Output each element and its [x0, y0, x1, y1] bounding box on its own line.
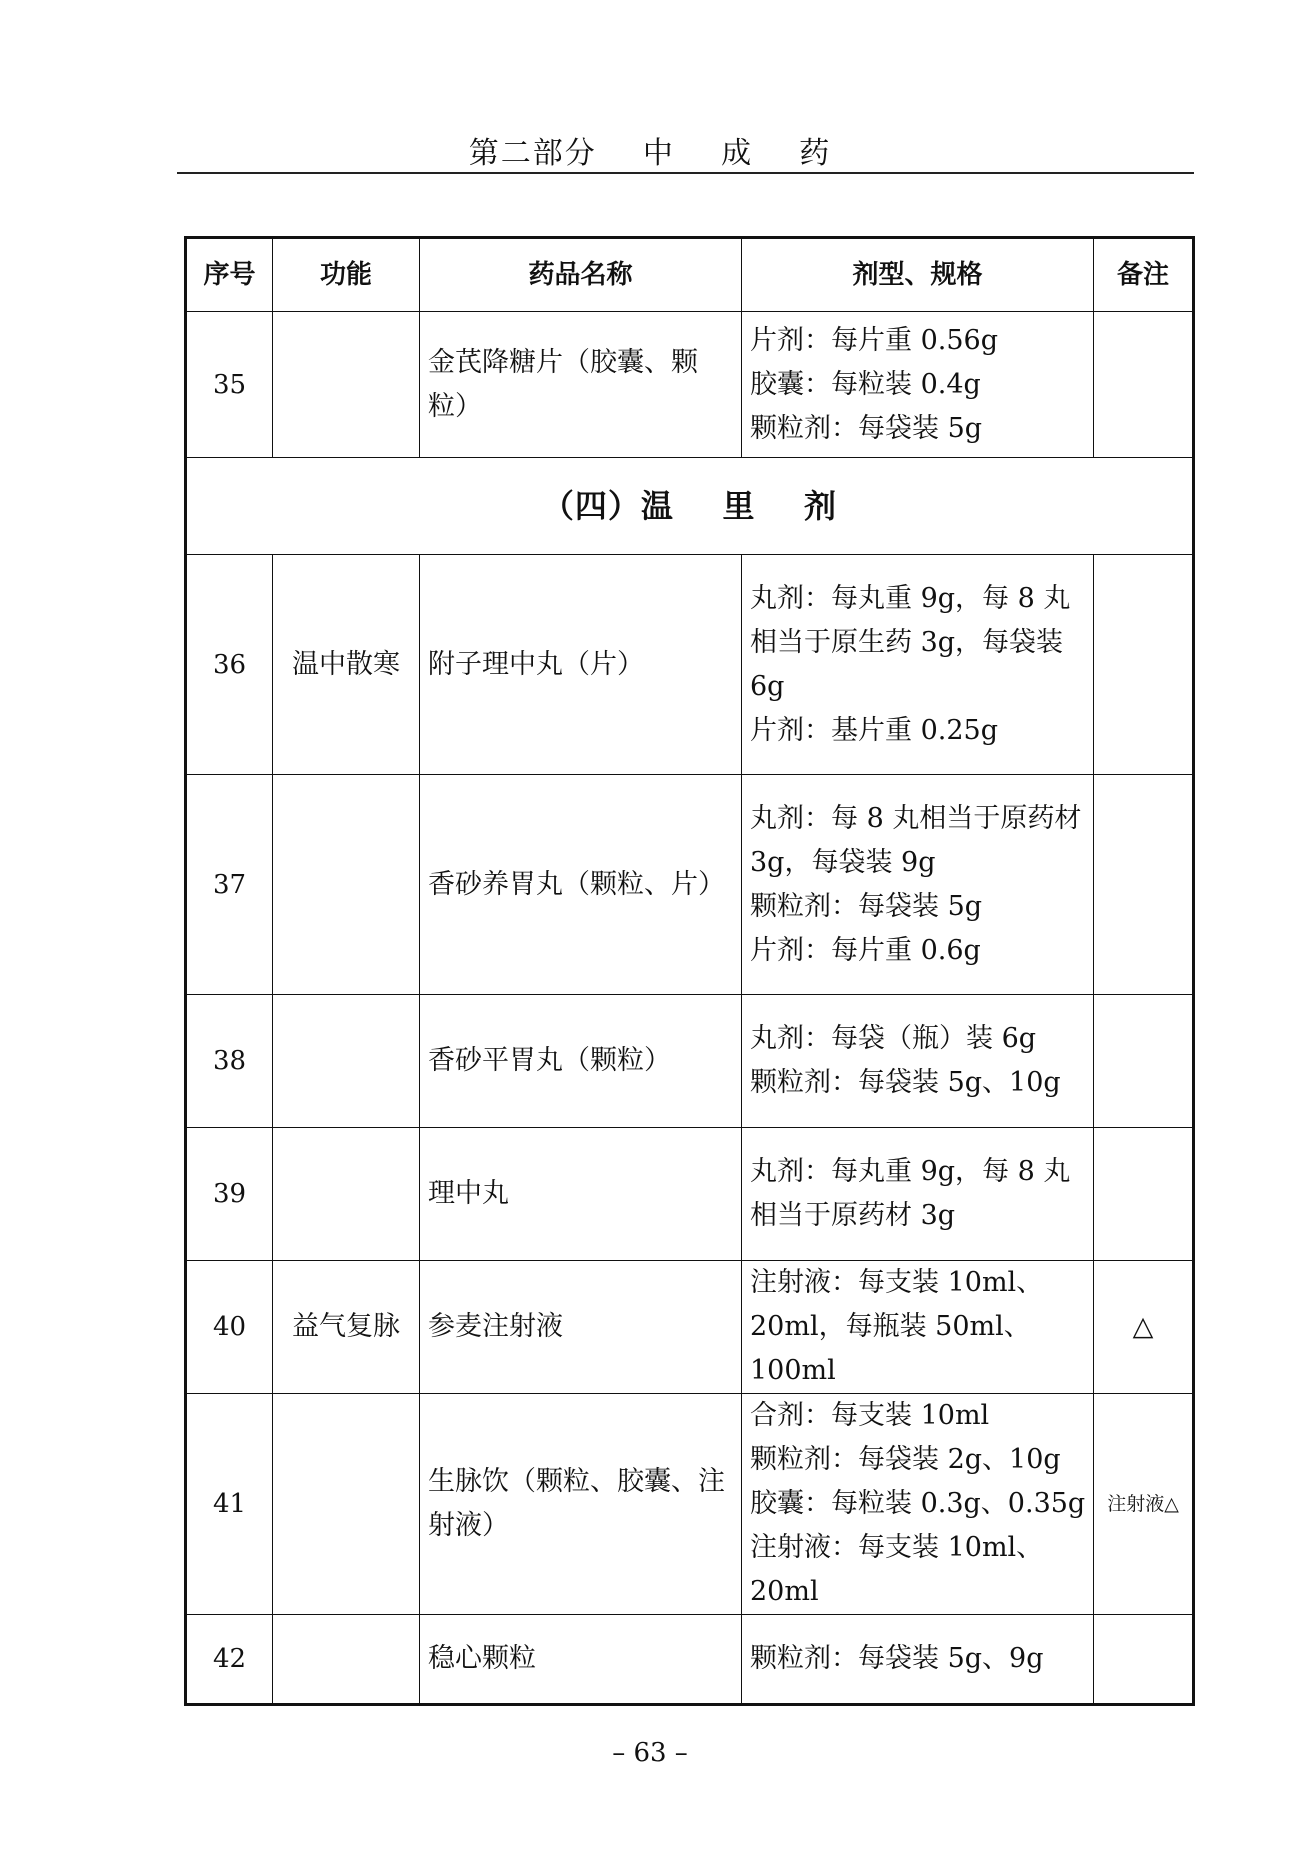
spec-line: 胶囊：每粒装 0.3g、0.35g — [750, 1488, 1086, 1519]
column-header-name: 药品名称 — [420, 238, 742, 312]
row-note: △ — [1094, 1261, 1194, 1394]
table-row — [186, 1615, 1194, 1705]
section-row — [186, 458, 1194, 555]
column-header-no: 序号 — [186, 238, 273, 312]
row-drug-name: 附子理中丸（片） — [420, 555, 742, 775]
table-row — [186, 775, 1194, 995]
row-drug-name: 生脉饮（颗粒、胶囊、注射液） — [420, 1394, 742, 1615]
column-header-function: 功能 — [273, 238, 420, 312]
row-no: 41 — [186, 1394, 273, 1615]
row-function — [273, 995, 420, 1128]
row-no: 42 — [186, 1615, 273, 1705]
row-note — [1094, 775, 1194, 995]
row-function — [273, 1615, 420, 1705]
spec-line: 丸剂：每丸重 9g，每 8 丸相当于原生药 3g，每袋装 6g — [750, 582, 1071, 702]
table-row — [186, 312, 1194, 458]
row-drug-name: 香砂平胃丸（颗粒） — [420, 995, 742, 1128]
row-note: 注射液△ — [1094, 1394, 1194, 1615]
row-note — [1094, 555, 1194, 775]
row-note — [1094, 995, 1194, 1128]
row-note — [1094, 1615, 1194, 1705]
row-spec — [742, 1261, 1094, 1394]
spec-line: 片剂：基片重 0.25g — [750, 714, 998, 746]
row-spec — [742, 1615, 1094, 1705]
table-row — [186, 995, 1194, 1128]
row-no: 38 — [186, 995, 273, 1128]
spec-line: 丸剂：每丸重 9g，每 8 丸相当于原药材 3g — [750, 1156, 1071, 1231]
row-drug-name: 稳心颗粒 — [420, 1615, 742, 1705]
spec-line: 颗粒剂：每袋装 2g、10g — [750, 1444, 1061, 1475]
spec-line: 丸剂：每袋（瓶）装 6g — [750, 1023, 1037, 1054]
table-row — [186, 555, 1194, 775]
row-no: 39 — [186, 1128, 273, 1261]
row-spec — [742, 1394, 1094, 1615]
row-function — [273, 775, 420, 995]
spec-line: 颗粒剂：每袋装 5g、9g — [750, 1643, 1044, 1674]
row-no: 37 — [186, 775, 273, 995]
table-row — [186, 1394, 1194, 1615]
table-header-row — [186, 238, 1194, 312]
spec-line: 注射液：每支装 10ml、20ml，每瓶装 50ml、100ml — [750, 1267, 1044, 1386]
drug-table — [184, 236, 1195, 1706]
row-function: 温中散寒 — [273, 555, 420, 775]
row-note — [1094, 312, 1194, 458]
row-drug-name: 参麦注射液 — [420, 1261, 742, 1394]
row-spec — [742, 995, 1094, 1128]
row-spec — [742, 775, 1094, 995]
spec-line: 合剂：每支装 10ml — [750, 1400, 990, 1431]
row-note — [1094, 1128, 1194, 1261]
row-spec — [742, 312, 1094, 458]
row-function — [273, 312, 420, 458]
section-title: （四）温 里 剂 — [186, 458, 1194, 555]
column-header-spec: 剂型、规格 — [742, 238, 1094, 312]
row-spec — [742, 1128, 1094, 1261]
spec-line: 丸剂：每 8 丸相当于原药材 3g，每袋装 9g — [750, 802, 1082, 878]
row-no: 35 — [186, 312, 273, 458]
spec-line: 颗粒剂：每袋装 5g、10g — [750, 1067, 1061, 1098]
row-function — [273, 1394, 420, 1615]
row-drug-name: 香砂养胃丸（颗粒、片） — [420, 775, 742, 995]
table-row — [186, 1128, 1194, 1261]
row-no: 40 — [186, 1261, 273, 1394]
row-spec — [742, 555, 1094, 775]
page-number: – 63 – — [612, 1738, 688, 1768]
row-function: 益气复脉 — [273, 1261, 420, 1394]
spec-line: 片剂：每片重 0.6g — [750, 934, 981, 966]
spec-line: 注射液：每支装 10ml、20ml — [750, 1532, 1044, 1607]
table-row — [186, 1261, 1194, 1394]
spec-line: 颗粒剂：每袋装 5g — [750, 890, 983, 922]
spec-line: 片剂：每片重 0.56g — [750, 324, 998, 356]
page-header-title: 第二部分 中 成 药 — [468, 136, 832, 171]
row-no: 36 — [186, 555, 273, 775]
row-drug-name: 理中丸 — [420, 1128, 742, 1261]
row-function — [273, 1128, 420, 1261]
column-header-note: 备注 — [1094, 238, 1194, 312]
row-drug-name: 金芪降糖片（胶囊、颗粒） — [420, 312, 742, 458]
spec-line: 胶囊：每粒装 0.4g — [750, 368, 981, 400]
spec-line: 颗粒剂：每袋装 5g — [750, 412, 983, 444]
header-divider — [177, 172, 1194, 174]
